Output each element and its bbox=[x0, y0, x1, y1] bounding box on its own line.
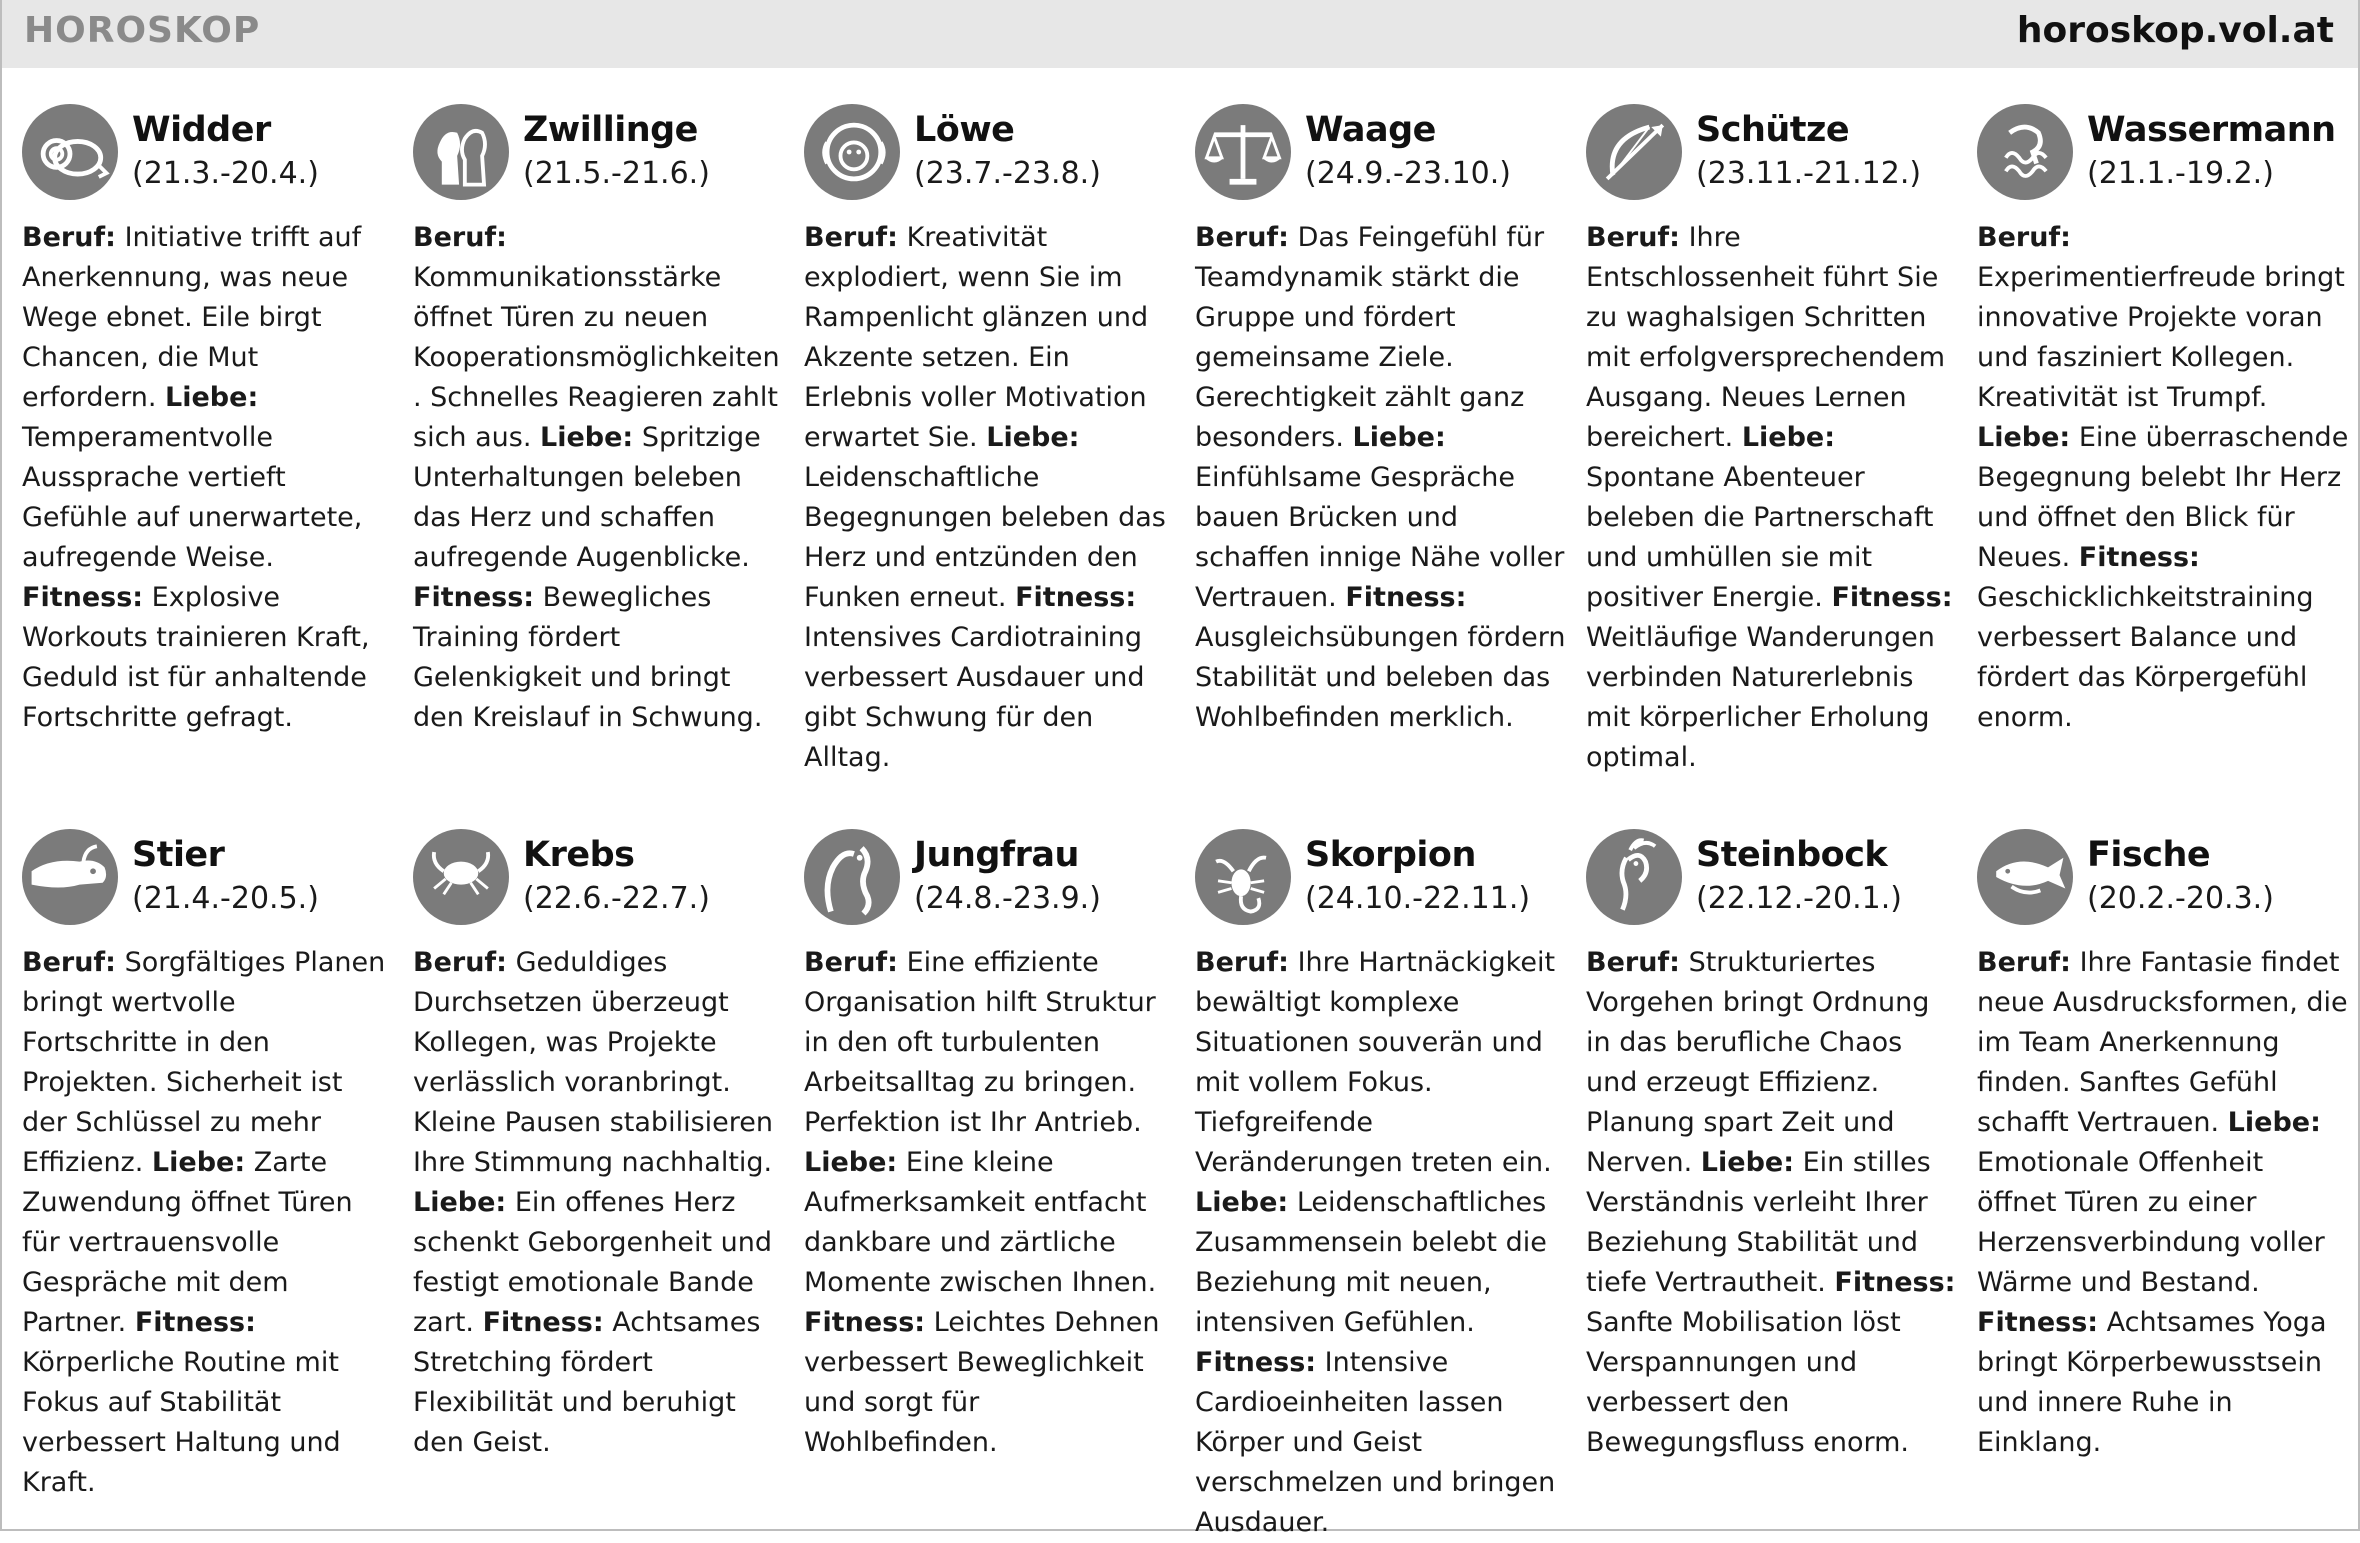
beruf-text: Ihre Fantasie findet neue Ausdrucksformen, die im Team Anerkennung finden. Sanftes Gefühl schafft Vertrauen. bbox=[1977, 947, 2348, 1138]
fitness-label: Fitness: bbox=[1977, 1307, 2099, 1338]
fitness-label: Fitness: bbox=[1831, 582, 1953, 613]
fish-icon bbox=[1977, 829, 2073, 925]
twins-icon bbox=[413, 104, 509, 200]
sign-header bbox=[413, 821, 785, 931]
sign-date: (21.4.-20.5.) bbox=[132, 881, 319, 916]
archer-icon bbox=[1586, 104, 1682, 200]
sign-widder bbox=[22, 96, 394, 821]
liebe-text: Einfühlsame Gespräche bauen Brücken und schaffen innige Nähe voller Vertrauen. bbox=[1195, 462, 1565, 613]
sign-waage bbox=[1195, 96, 1567, 821]
liebe-text: Spontane Abenteuer beleben die Partnerschaft und umhüllen sie mit positiver Energie. bbox=[1586, 462, 1934, 613]
liebe-text: Eine kleine Aufmerksamkeit entfacht dankbare und zärtliche Momente zwischen Ihnen. bbox=[804, 1147, 1157, 1298]
liebe-text: Leidenschaftliche Begegnungen beleben das Herz und entzünden den Funken erneut. bbox=[804, 462, 1166, 613]
fitness-label: Fitness: bbox=[1195, 1347, 1317, 1378]
sign-text bbox=[413, 943, 785, 1463]
fitness-text: Ausgleichsübungen fördern Stabilität und beleben das Wohlbefinden merklich. bbox=[1195, 622, 1566, 733]
beruf-text: Ihre Hartnäckigkeit bewältigt komplexe Situationen souverän und mit vollem Fokus. Tiefgreifende Veränderungen treten ein. bbox=[1195, 947, 1556, 1178]
liebe-label: Liebe: bbox=[1741, 422, 1836, 453]
sign-text bbox=[1586, 943, 1958, 1463]
liebe-label: Liebe: bbox=[165, 382, 259, 413]
sign-header bbox=[1586, 821, 1958, 931]
header-url: horoskop.vol.at bbox=[2016, 10, 2334, 51]
sign-text bbox=[1195, 943, 1567, 1543]
sign-text bbox=[22, 218, 394, 738]
fitness-text: Sanfte Mobilisation löst Verspannungen und verbessert den Bewegungsfluss enorm. bbox=[1586, 1307, 1909, 1458]
sign-date: (22.6.-22.7.) bbox=[523, 881, 710, 916]
sign-date: (24.8.-23.9.) bbox=[914, 881, 1101, 916]
sign-text bbox=[804, 943, 1176, 1463]
sign-text bbox=[1586, 218, 1958, 778]
fitness-text: Explosive Workouts trainieren Kraft, Geduld ist für anhaltende Fortschritte gefragt. bbox=[22, 582, 370, 733]
fitness-text: Intensive Cardioeinheiten lassen Körper und Geist verschmelzen und bringen Ausdauer. bbox=[1195, 1347, 1556, 1538]
fitness-text: Körperliche Routine mit Fokus auf Stabilität verbessert Haltung und Kraft. bbox=[22, 1347, 341, 1498]
sign-zwillinge bbox=[413, 96, 785, 821]
sign-name: Löwe bbox=[914, 110, 1015, 150]
beruf-label: Beruf: bbox=[413, 222, 507, 253]
sign-name: Zwillinge bbox=[523, 110, 698, 150]
beruf-label: Beruf: bbox=[413, 947, 507, 978]
sign-name: Widder bbox=[132, 110, 271, 150]
liebe-label: Liebe: bbox=[986, 422, 1080, 453]
fitness-label: Fitness: bbox=[804, 1307, 926, 1338]
liebe-label: Liebe: bbox=[151, 1147, 246, 1178]
sign-header bbox=[1195, 96, 1567, 206]
sign-text bbox=[1977, 218, 2349, 738]
beruf-label: Beruf: bbox=[1586, 947, 1680, 978]
beruf-label: Beruf: bbox=[1586, 222, 1680, 253]
sign-header bbox=[1977, 96, 2349, 206]
beruf-text: Ihre Entschlossenheit führt Sie zu waghalsigen Schritten mit erfolgversprechendem Ausgang. Neues Lernen bereichert. bbox=[1586, 222, 1946, 453]
sign-name: Stier bbox=[132, 835, 225, 875]
sign-date: (23.11.-21.12.) bbox=[1696, 156, 1922, 191]
sign-date: (24.9.-23.10.) bbox=[1305, 156, 1511, 191]
fitness-text: Achtsames Yoga bringt Körperbewusstsein und innere Ruhe in Einklang. bbox=[1977, 1307, 2327, 1458]
sign-jungfrau bbox=[804, 821, 1176, 1511]
fitness-label: Fitness: bbox=[482, 1307, 604, 1338]
sign-name: Schütze bbox=[1696, 110, 1850, 150]
beruf-label: Beruf: bbox=[1977, 947, 2071, 978]
sign-text bbox=[1195, 218, 1567, 738]
beruf-text: Initiative trifft auf Anerkennung, was neue Wege ebnet. Eile birgt Chancen, die Mut erfordern. bbox=[22, 222, 362, 413]
sign-stier bbox=[22, 821, 394, 1511]
beruf-text: Kommunikationsstärke öffnet Türen zu neuen Kooperationsmöglichkeiten. Schnelles Reagieren zahlt sich aus. bbox=[413, 262, 780, 453]
sign-text bbox=[413, 218, 785, 738]
sign-loewe bbox=[804, 96, 1176, 821]
beruf-label: Beruf: bbox=[1195, 947, 1289, 978]
sign-date: (20.2.-20.3.) bbox=[2087, 881, 2274, 916]
scales-icon bbox=[1195, 104, 1291, 200]
sign-skorpion bbox=[1195, 821, 1567, 1538]
sign-date: (21.3.-20.4.) bbox=[132, 156, 319, 191]
beruf-text: Strukturiertes Vorgehen bringt Ordnung in das berufliche Chaos und erzeugt Effizienz. Planung spart Zeit und Nerven. bbox=[1586, 947, 1930, 1178]
sign-name: Skorpion bbox=[1305, 835, 1476, 875]
sign-header bbox=[22, 821, 394, 931]
sign-text bbox=[1977, 943, 2349, 1463]
fitness-text: Geschicklichkeitstraining verbessert Balance und fördert das Körpergefühl enorm. bbox=[1977, 582, 2314, 733]
scorpion-icon bbox=[1195, 829, 1291, 925]
sign-date: (24.10.-22.11.) bbox=[1305, 881, 1531, 916]
beruf-label: Beruf: bbox=[804, 222, 898, 253]
sign-schuetze bbox=[1586, 96, 1958, 821]
sign-name: Krebs bbox=[523, 835, 635, 875]
sign-steinbock bbox=[1586, 821, 1958, 1511]
fitness-label: Fitness: bbox=[413, 582, 535, 613]
sign-header bbox=[1195, 821, 1567, 931]
beruf-text: Eine effiziente Organisation hilft Struktur in den oft turbulenten Arbeitsalltag zu bringen. Perfektion ist Ihr Antrieb. bbox=[804, 947, 1156, 1138]
sign-header bbox=[413, 96, 785, 206]
sign-header bbox=[22, 96, 394, 206]
beruf-label: Beruf: bbox=[22, 222, 116, 253]
sign-text bbox=[804, 218, 1176, 778]
sign-krebs bbox=[413, 821, 785, 1511]
liebe-label: Liebe: bbox=[1195, 1187, 1289, 1218]
liebe-label: Liebe: bbox=[1700, 1147, 1795, 1178]
beruf-label: Beruf: bbox=[1195, 222, 1289, 253]
liebe-text: Ein offenes Herz schenkt Geborgenheit und festigt emotionale Bande zart. bbox=[413, 1187, 772, 1338]
sign-name: Wassermann bbox=[2087, 110, 2336, 150]
virgin-icon bbox=[804, 829, 900, 925]
sign-header bbox=[1977, 821, 2349, 931]
fitness-text: Weitläufige Wanderungen verbinden Naturerlebnis mit körperlicher Erholung optimal. bbox=[1586, 622, 1935, 773]
liebe-text: Leidenschaftliches Zusammensein belebt die Beziehung mit neuen, intensiven Gefühlen. bbox=[1195, 1187, 1547, 1338]
liebe-text: Emotionale Offenheit öffnet Türen zu einer Herzensverbindung voller Wärme und Bestand. bbox=[1977, 1147, 2325, 1298]
sign-date: (22.12.-20.1.) bbox=[1696, 881, 1902, 916]
fitness-text: Intensives Cardiotraining verbessert Ausdauer und gibt Schwung für den Alltag. bbox=[804, 622, 1145, 773]
liebe-text: Ein stilles Verständnis verleiht Ihrer Beziehung Stabilität und tiefe Vertrautheit. bbox=[1586, 1147, 1931, 1298]
fitness-text: Leichtes Dehnen verbessert Beweglichkeit und sorgt für Wohlbefinden. bbox=[804, 1307, 1160, 1458]
sign-name: Waage bbox=[1305, 110, 1436, 150]
liebe-label: Liebe: bbox=[413, 1187, 507, 1218]
beruf-text: Kreativität explodiert, wenn Sie im Rampenlicht glänzen und Akzente setzen. Ein Erlebnis voller Motivation erwartet Sie. bbox=[804, 222, 1149, 453]
fitness-text: Bewegliches Training fördert Gelenkigkeit und bringt den Kreislauf in Schwung. bbox=[413, 582, 763, 733]
sign-date: (21.5.-21.6.) bbox=[523, 156, 710, 191]
water-bearer-icon bbox=[1977, 104, 2073, 200]
fitness-label: Fitness: bbox=[1834, 1267, 1956, 1298]
liebe-label: Liebe: bbox=[1977, 422, 2071, 453]
beruf-label: Beruf: bbox=[1977, 222, 2071, 253]
sign-header bbox=[804, 821, 1176, 931]
sign-date: (21.1.-19.2.) bbox=[2087, 156, 2274, 191]
sign-name: Jungfrau bbox=[914, 835, 1079, 875]
beruf-text: Das Feingefühl für Teamdynamik stärkt die Gruppe und fördert gemeinsame Ziele. Gerechtigkeit zählt ganz besonders. bbox=[1195, 222, 1545, 453]
beruf-text: Experimentierfreude bringt innovative Projekte voran und fasziniert Kollegen. Kreativität ist Trumpf. bbox=[1977, 262, 2345, 413]
fitness-label: Fitness: bbox=[1345, 582, 1467, 613]
fitness-label: Fitness: bbox=[2078, 542, 2200, 573]
liebe-label: Liebe: bbox=[540, 422, 634, 453]
bull-icon bbox=[22, 829, 118, 925]
sign-header bbox=[804, 96, 1176, 206]
liebe-text: Spritzige Unterhaltungen beleben das Herz und schaffen aufregende Augenblicke. bbox=[413, 422, 761, 573]
sign-name: Steinbock bbox=[1696, 835, 1888, 875]
sign-date: (23.7.-23.8.) bbox=[914, 156, 1101, 191]
liebe-text: Eine überraschende Begegnung belebt Ihr Herz und öffnet den Blick für Neues. bbox=[1977, 422, 2349, 573]
liebe-text: Temperamentvolle Aussprache vertieft Gefühle auf unerwartete, aufregende Weise. bbox=[22, 422, 363, 573]
liebe-label: Liebe: bbox=[804, 1147, 898, 1178]
sign-name: Fische bbox=[2087, 835, 2211, 875]
beruf-text: Sorgfältiges Planen bringt wertvolle Fortschritte in den Projekten. Sicherheit ist der Schlüssel zu mehr Effizienz. bbox=[22, 947, 386, 1178]
lion-icon bbox=[804, 104, 900, 200]
header-title: HOROSKOP bbox=[24, 10, 261, 51]
header-bar bbox=[2, 0, 2358, 68]
liebe-label: Liebe: bbox=[2227, 1107, 2321, 1138]
sign-fische bbox=[1977, 821, 2349, 1511]
beruf-label: Beruf: bbox=[22, 947, 116, 978]
crab-icon bbox=[413, 829, 509, 925]
liebe-text: Zarte Zuwendung öffnet Türen für vertrauensvolle Gespräche mit dem Partner. bbox=[22, 1147, 353, 1338]
sign-text bbox=[22, 943, 394, 1503]
fitness-label: Fitness: bbox=[1015, 582, 1137, 613]
capricorn-icon bbox=[1586, 829, 1682, 925]
fitness-text: Achtsames Stretching fördert Flexibilität und beruhigt den Geist. bbox=[413, 1307, 761, 1458]
liebe-label: Liebe: bbox=[1352, 422, 1446, 453]
beruf-label: Beruf: bbox=[804, 947, 898, 978]
ram-icon bbox=[22, 104, 118, 200]
sign-wassermann bbox=[1977, 96, 2349, 821]
beruf-text: Geduldiges Durchsetzen überzeugt Kollegen, was Projekte verlässlich voranbringt. Kleine Pausen stabilisieren Ihre Stimmung nachhaltig. bbox=[413, 947, 773, 1178]
fitness-label: Fitness: bbox=[22, 582, 144, 613]
signs-grid bbox=[22, 96, 2349, 1538]
fitness-label: Fitness: bbox=[134, 1307, 256, 1338]
sign-header bbox=[1586, 96, 1958, 206]
